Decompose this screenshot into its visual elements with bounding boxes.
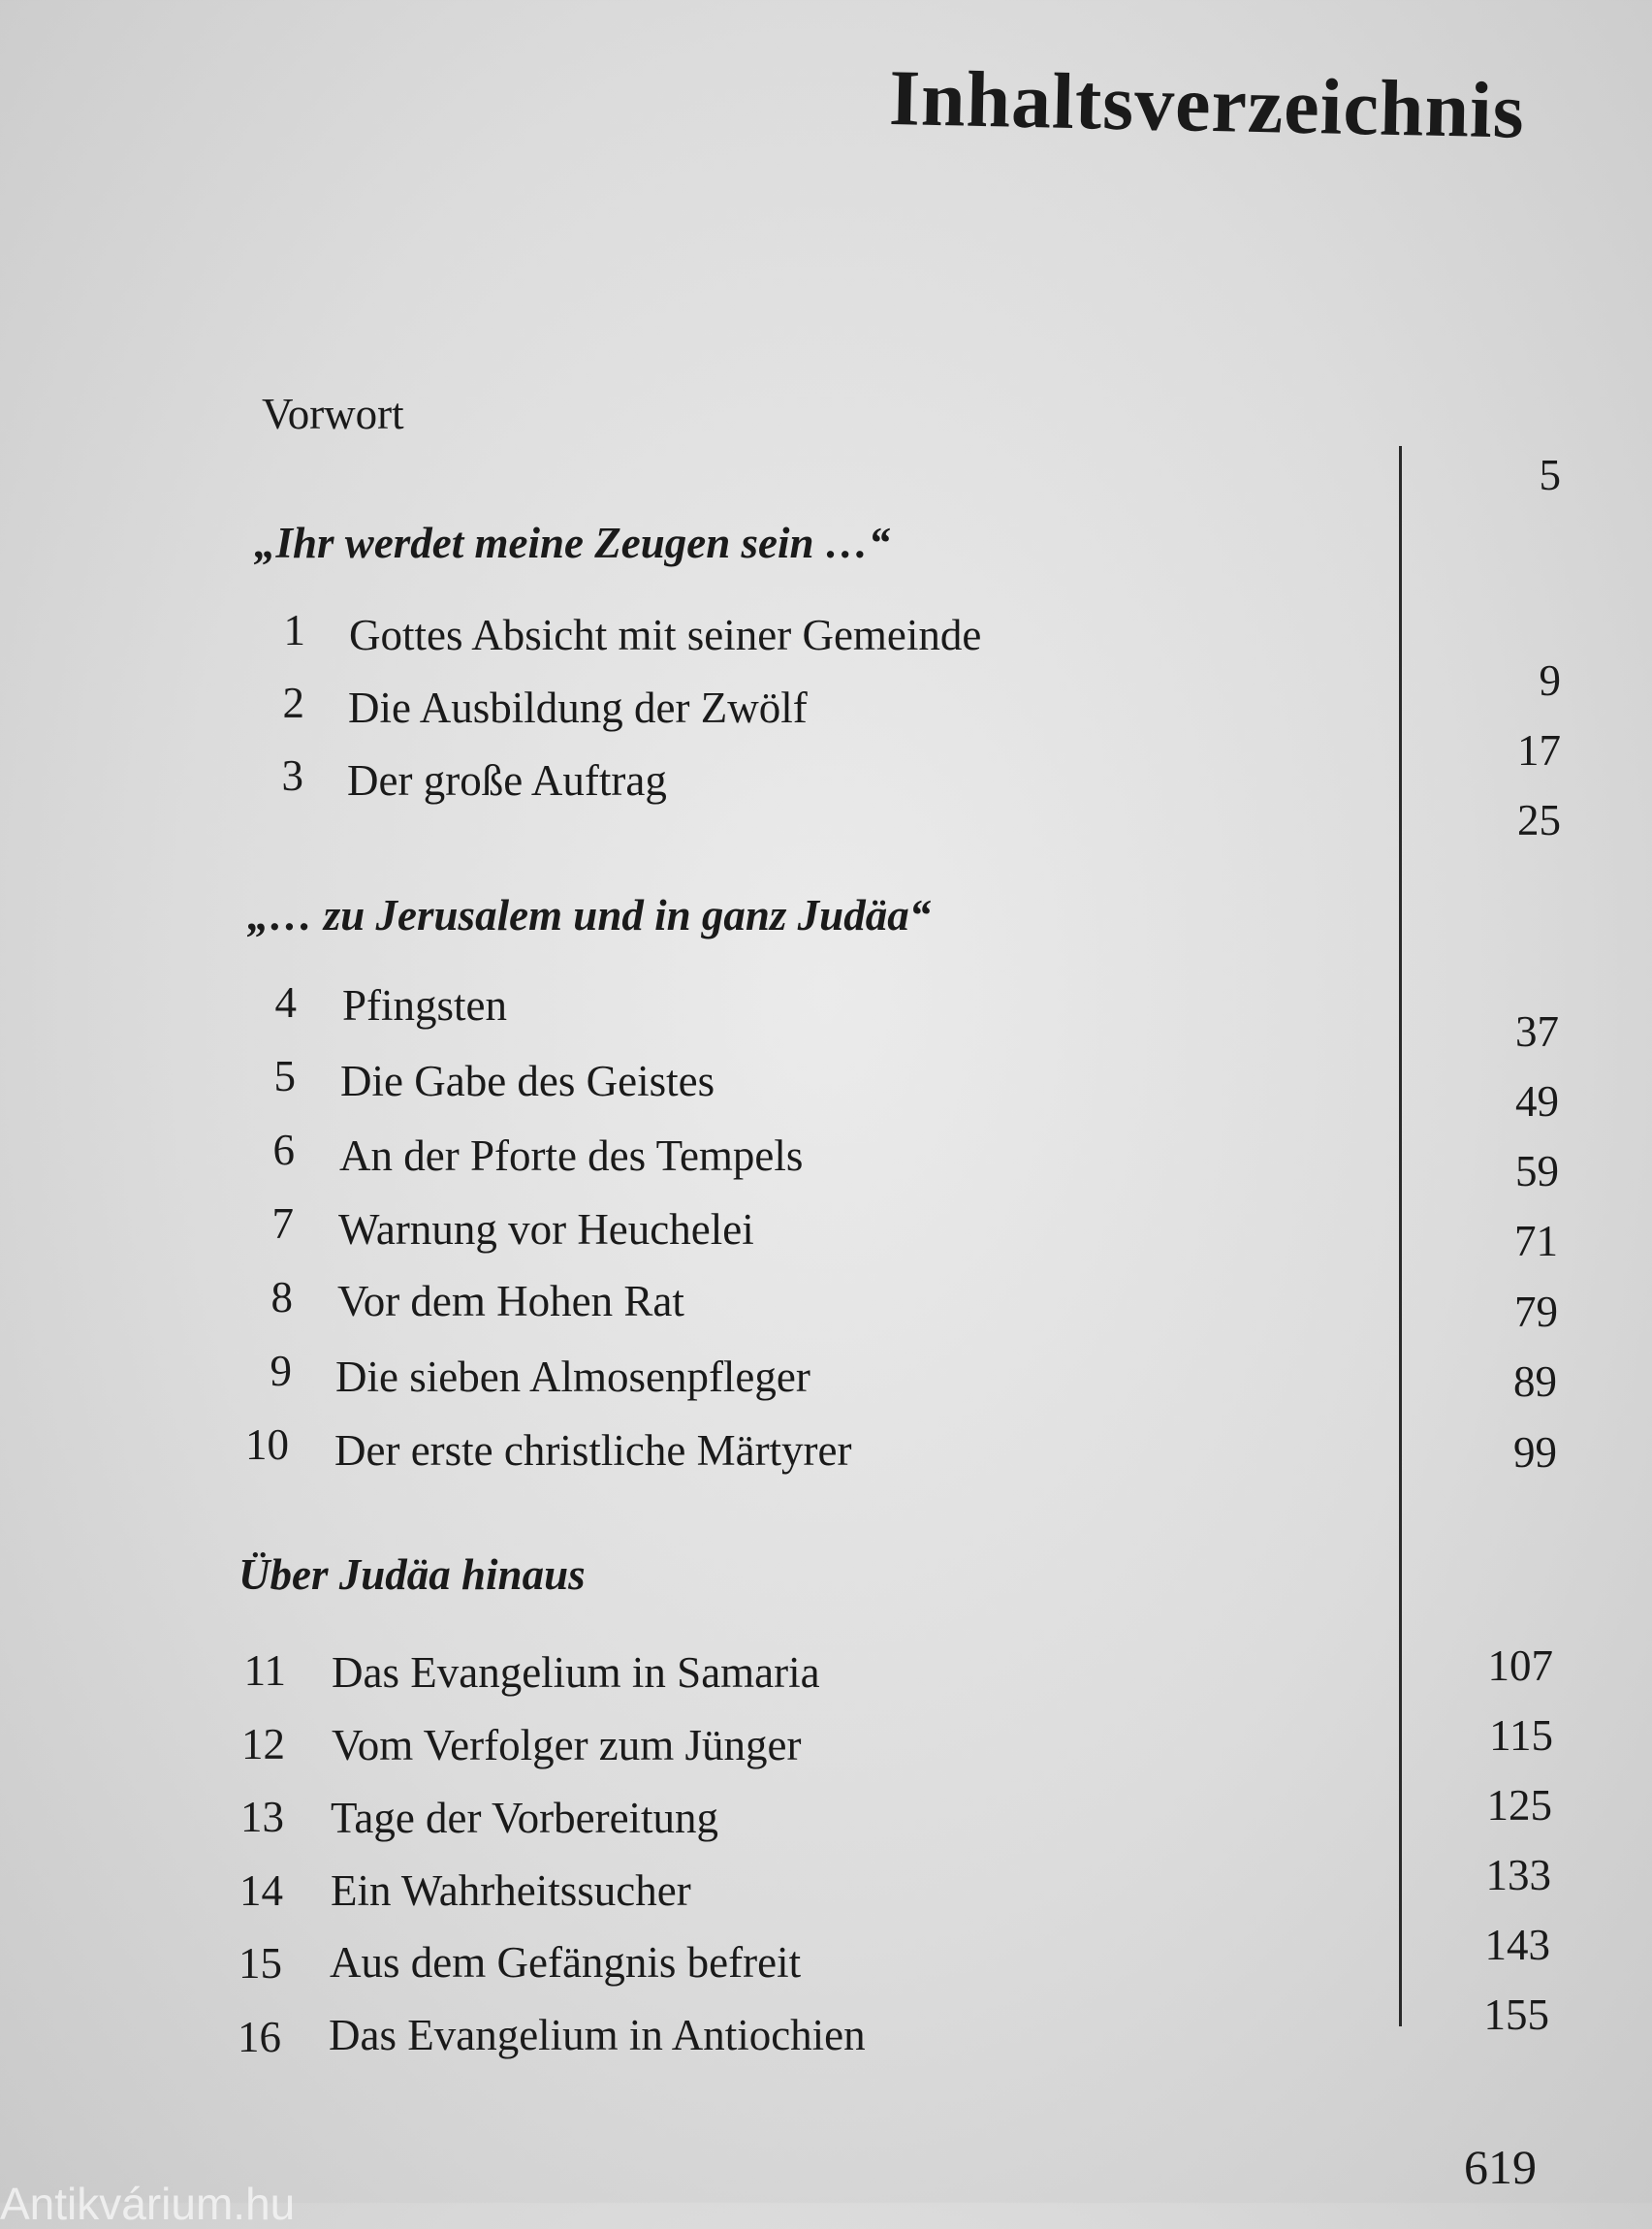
entry-page: 155 (1483, 1990, 1549, 2039)
entry-page: 133 (1485, 1851, 1551, 1899)
section-heading: „… zu Jerusalem und in ganz Judäa“ (247, 891, 932, 939)
chapter-number: 7 (271, 1199, 294, 1248)
chapter-number: 12 (241, 1720, 285, 1768)
chapter-number: 13 (240, 1793, 284, 1841)
entry-page: 99 (1513, 1428, 1557, 1477)
entry-title: Der erste christliche Märtyrer (334, 1426, 852, 1475)
chapter-number: 14 (239, 1866, 283, 1915)
entry-title: Pfingsten (342, 981, 508, 1030)
folio-page-number: 619 (1464, 2140, 1537, 2194)
entry-title: Die sieben Almosenpfleger (335, 1353, 810, 1401)
entry-title: Aus dem Gefängnis befreit (330, 1938, 802, 1987)
entry-page: 25 (1517, 796, 1561, 844)
chapter-number: 9 (270, 1347, 292, 1395)
entry-page: 143 (1484, 1921, 1550, 1969)
watermark: Antikvárium.hu (0, 2179, 296, 2229)
chapter-number: 10 (245, 1420, 289, 1469)
chapter-number: 6 (272, 1126, 295, 1174)
entry-page: 9 (1539, 656, 1561, 705)
chapter-number: 16 (238, 2013, 281, 2061)
entry-page: 89 (1513, 1357, 1557, 1406)
chapter-number: 8 (270, 1273, 293, 1321)
entry-page: 37 (1515, 1007, 1559, 1056)
entry-title: Das Evangelium in Samaria (332, 1648, 820, 1697)
entry-title: Die Gabe des Geistes (340, 1057, 715, 1105)
entry-title: Warnung vor Heuchelei (338, 1205, 754, 1254)
entry-title: Vorwort (262, 390, 404, 438)
entry-title: Das Evangelium in Antiochien (329, 2011, 866, 2059)
entry-page: 59 (1515, 1147, 1559, 1195)
entry-page: 71 (1514, 1217, 1558, 1265)
entry-title: Gottes Absicht mit seiner Gemeinde (349, 611, 982, 659)
entry-page: 115 (1489, 1711, 1553, 1760)
entry-page: 5 (1539, 451, 1561, 499)
entry-title: Tage der Vorbereitung (331, 1794, 719, 1842)
chapter-number: 1 (283, 606, 305, 654)
chapter-number: 2 (282, 679, 304, 727)
entry-page: 107 (1487, 1641, 1553, 1690)
entry-title: Vor dem Hohen Rat (337, 1277, 684, 1325)
chapter-number: 4 (274, 978, 297, 1027)
entry-title: Ein Wahrheitssucher (331, 1866, 691, 1915)
entry-title: Die Ausbildung der Zwölf (348, 684, 808, 732)
chapter-number: 11 (243, 1646, 286, 1695)
chapter-number: 5 (273, 1052, 296, 1100)
entry-title: Der große Auftrag (347, 756, 667, 805)
entry-page: 125 (1486, 1781, 1552, 1830)
section-heading: Über Judäa hinaus (238, 1550, 586, 1599)
entry-title: Vom Verfolger zum Jünger (332, 1721, 802, 1769)
entry-page: 49 (1515, 1077, 1559, 1126)
page-number-rule-upper (1399, 446, 1402, 2026)
chapter-number: 15 (238, 1939, 282, 1988)
page-title: Inhaltsverzeichnis (888, 53, 1526, 155)
section-heading: „Ihr werdet meine Zeugen sein …“ (254, 519, 891, 567)
entry-page: 17 (1517, 726, 1561, 775)
chapter-number: 3 (281, 751, 303, 800)
entry-page: 79 (1514, 1288, 1558, 1336)
entry-title: An der Pforte des Tempels (339, 1131, 804, 1180)
